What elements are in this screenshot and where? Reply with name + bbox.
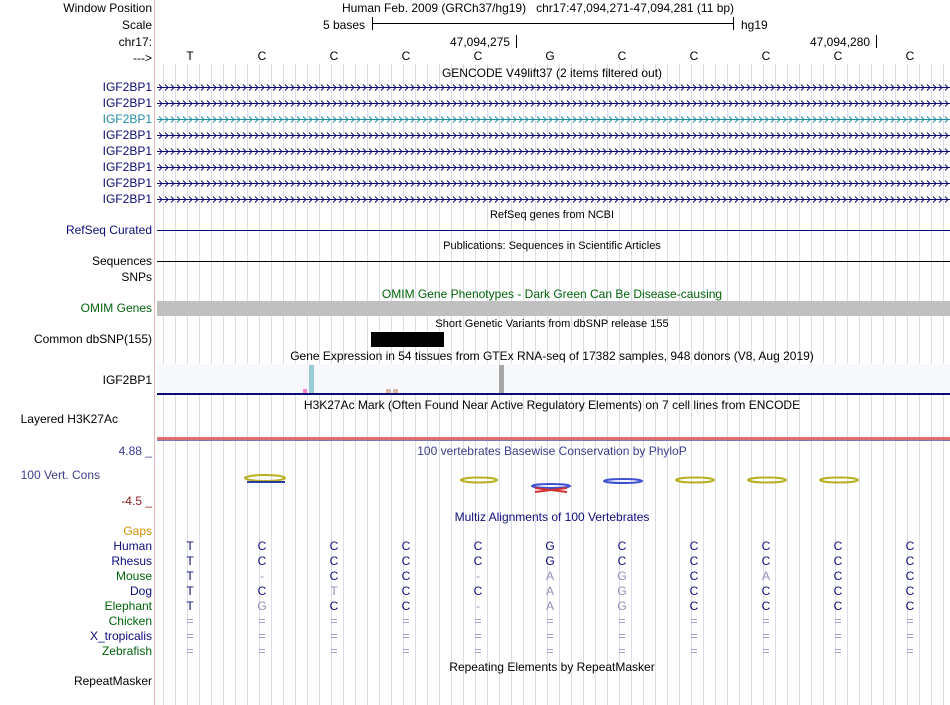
scale-bar-right-tick xyxy=(733,17,734,30)
alignment-base: - xyxy=(476,569,480,583)
gencode-track-label[interactable]: IGF2BP1 xyxy=(102,144,152,158)
multiz-track-title: Multiz Alignments of 100 Vertebrates xyxy=(454,510,650,524)
dbsnp-track-title: Short Genetic Variants from dbSNP release 155 xyxy=(435,318,669,330)
gencode-track-label[interactable]: IGF2BP1 xyxy=(102,128,152,142)
alignment-base: = xyxy=(834,614,842,628)
scale-text: 5 bases xyxy=(323,18,366,32)
alignment-base: = xyxy=(906,644,914,658)
publications-track-title: Publications: Sequences in Scientific Articles xyxy=(443,240,661,252)
repeatmasker-track-label[interactable]: RepeatMasker xyxy=(73,674,152,688)
gencode-track-label[interactable]: IGF2BP1 xyxy=(102,80,152,94)
alignment-base: C xyxy=(401,569,411,583)
base-letter: C xyxy=(905,49,915,63)
alignment-base: C xyxy=(257,554,267,568)
alignment-base: = xyxy=(690,644,698,658)
alignment-base: C xyxy=(833,569,843,583)
alignment-base: C xyxy=(257,584,267,598)
h3k27ac-track-title: H3K27Ac Mark (Often Found Near Active Regulatory Elements) on 7 cell lines from ENCODE xyxy=(303,398,801,412)
alignment-base: C xyxy=(905,554,915,568)
alignment-base: = xyxy=(186,629,194,643)
gencode-track-label[interactable]: IGF2BP1 xyxy=(102,96,152,110)
gencode-transcript[interactable] xyxy=(157,83,950,91)
base-letter: T xyxy=(186,49,194,63)
alignment-base: A xyxy=(545,599,555,613)
dbsnp-track-label[interactable]: Common dbSNP(155) xyxy=(33,332,152,346)
h3k27ac-track-label[interactable]: Layered H3K27Ac xyxy=(20,412,118,426)
base-letter: C xyxy=(833,49,843,63)
alignment-base: C xyxy=(329,599,339,613)
alignment-base: C xyxy=(401,554,411,568)
alignment-base: = xyxy=(402,629,410,643)
alignment-base: = xyxy=(546,629,554,643)
refseq-gene-line[interactable] xyxy=(157,230,950,231)
alignment-base: C xyxy=(257,539,267,553)
scale-db: hg19 xyxy=(741,18,768,32)
alignment-base: = xyxy=(618,614,626,628)
alignment-base: G xyxy=(617,569,627,583)
alignment-base: = xyxy=(402,644,410,658)
assembly-name: Human Feb. 2009 (GRCh37/hg19) xyxy=(342,1,527,15)
base-letter: C xyxy=(689,49,699,63)
gencode-transcript[interactable] xyxy=(157,99,950,107)
base-letter: C xyxy=(761,49,771,63)
conservation-logo xyxy=(604,479,642,483)
coordinate-label: 47,094,275 xyxy=(450,35,511,49)
alignment-base: C xyxy=(473,584,483,598)
alignment-base: = xyxy=(834,629,842,643)
refseq-track-label[interactable]: RefSeq Curated xyxy=(65,223,152,237)
alignment-base: G xyxy=(257,599,267,613)
alignment-base: T xyxy=(186,569,194,583)
species-label-zebrafish: Zebrafish xyxy=(101,644,152,658)
alignment-base: C xyxy=(617,554,627,568)
conservation-logo xyxy=(532,484,570,492)
species-label-xtropicalis: X_tropicalis xyxy=(89,629,152,643)
label-divider xyxy=(154,0,155,705)
alignment-base: C xyxy=(833,584,843,598)
alignment-base: = xyxy=(834,644,842,658)
alignment-base: C xyxy=(401,599,411,613)
scale-label: Scale xyxy=(121,18,152,32)
alignment-base: = xyxy=(186,644,194,658)
base-letter: G xyxy=(545,49,555,63)
alignment-base: = xyxy=(690,629,698,643)
phylop-min-label: -4.5 _ xyxy=(121,494,152,508)
alignment-base: T xyxy=(186,599,194,613)
alignment-base: C xyxy=(689,539,699,553)
alignment-base: C xyxy=(473,554,483,568)
alignment-base: T xyxy=(186,554,194,568)
alignment-base: = xyxy=(330,614,338,628)
gencode-transcript[interactable] xyxy=(157,163,950,171)
alignment-base: C xyxy=(833,554,843,568)
gencode-transcript[interactable] xyxy=(157,115,950,123)
assembly-title xyxy=(342,1,734,15)
alignment-base: = xyxy=(618,629,626,643)
alignment-base: = xyxy=(546,644,554,658)
alignment-base: = xyxy=(474,629,482,643)
phylop-track-title: 100 vertebrates Basewise Conservation by PhyloP xyxy=(417,444,687,458)
alignment-base: G xyxy=(545,539,555,553)
gencode-track-title: GENCODE V49lift37 (2 items filtered out) xyxy=(441,66,663,80)
alignment-base: = xyxy=(186,614,194,628)
gtex-plot-area[interactable] xyxy=(157,364,950,394)
alignment-base: = xyxy=(690,614,698,628)
alignment-base: = xyxy=(618,644,626,658)
alignment-base: C xyxy=(905,569,915,583)
alignment-base: = xyxy=(906,614,914,628)
gencode-transcript[interactable] xyxy=(157,131,950,139)
alignment-base: = xyxy=(762,644,770,658)
alignment-base: C xyxy=(401,539,411,553)
alignment-base: = xyxy=(906,629,914,643)
alignment-base: C xyxy=(905,599,915,613)
alignment-base: C xyxy=(689,599,699,613)
alignment-base: = xyxy=(330,644,338,658)
conservation-logo xyxy=(820,478,858,483)
conservation-logo xyxy=(461,478,497,483)
gtex-baseline xyxy=(157,393,950,395)
base-letter: C xyxy=(401,49,411,63)
snps-track-label[interactable]: SNPs xyxy=(121,270,152,284)
conservation-logo xyxy=(245,475,285,483)
alignment-base: C xyxy=(905,539,915,553)
alignment-base: = xyxy=(474,644,482,658)
alignment-base: C xyxy=(905,584,915,598)
gtex-tissue-bar[interactable] xyxy=(499,365,504,393)
alignment-base: C xyxy=(473,539,483,553)
alignment-base: C xyxy=(761,554,771,568)
alignment-base: C xyxy=(761,584,771,598)
gtex-track-label[interactable]: IGF2BP1 xyxy=(102,373,152,387)
alignment-base: C xyxy=(689,554,699,568)
alignment-base: C xyxy=(617,539,627,553)
alignment-base: A xyxy=(761,569,771,583)
gencode-track-label[interactable]: IGF2BP1 xyxy=(102,112,152,126)
chrom-label: chr17: xyxy=(118,35,152,49)
alignment-base: T xyxy=(186,584,194,598)
species-label-human: Human xyxy=(113,539,152,553)
alignment-base: = xyxy=(546,614,554,628)
strand-label: ---> xyxy=(133,51,152,65)
coordinate-label: 47,094,280 xyxy=(810,35,871,49)
alignment-base: C xyxy=(401,584,411,598)
omim-gene-bar[interactable] xyxy=(157,301,950,316)
h3k27ac-baseline xyxy=(157,440,950,441)
omim-track-title: OMIM Gene Phenotypes - Dark Green Can Be Disease-causing xyxy=(381,287,723,301)
alignment-base: = xyxy=(474,614,482,628)
track-area[interactable] xyxy=(157,0,950,705)
base-letter: C xyxy=(257,49,267,63)
alignment-base: C xyxy=(329,569,339,583)
conservation-logo xyxy=(748,478,786,483)
alignment-base: - xyxy=(260,569,264,583)
refseq-track-title: RefSeq genes from NCBI xyxy=(489,209,615,221)
alignment-base: C xyxy=(833,539,843,553)
dbsnp-variant[interactable] xyxy=(371,332,444,347)
species-label-rhesus: Rhesus xyxy=(111,554,152,568)
position-readout: chr17:47,094,271-47,094,281 (11 bp) xyxy=(536,1,735,15)
track-label-column xyxy=(0,0,155,705)
alignment-base: A xyxy=(545,584,555,598)
omim-track-label[interactable]: OMIM Genes xyxy=(80,301,152,315)
alignment-base: = xyxy=(402,614,410,628)
alignment-base: - xyxy=(476,599,480,613)
alignment-base: A xyxy=(545,569,555,583)
conservation-track-label[interactable]: 100 Vert. Cons xyxy=(20,468,100,482)
coordinate-tick xyxy=(876,35,877,48)
alignment-base: C xyxy=(689,584,699,598)
alignment-base: = xyxy=(762,629,770,643)
alignment-base: = xyxy=(258,614,266,628)
base-letter: C xyxy=(617,49,627,63)
base-letter: C xyxy=(329,49,339,63)
alignment-base: C xyxy=(329,554,339,568)
alignment-base: G xyxy=(545,554,555,568)
alignment-base: G xyxy=(617,584,627,598)
alignment-base: C xyxy=(833,599,843,613)
alignment-base: G xyxy=(617,599,627,613)
publications-line[interactable] xyxy=(157,261,950,262)
species-label-mouse: Mouse xyxy=(115,569,152,583)
gencode-track-label[interactable]: IGF2BP1 xyxy=(102,176,152,190)
base-letter: C xyxy=(473,49,483,63)
repeatmasker-track-title: Repeating Elements by RepeatMasker xyxy=(449,660,655,674)
scale-bar xyxy=(372,23,733,24)
alignment-base: = xyxy=(258,629,266,643)
gencode-transcript[interactable] xyxy=(157,179,950,187)
alignment-base: C xyxy=(329,539,339,553)
alignment-base: C xyxy=(761,539,771,553)
alignment-base: = xyxy=(762,614,770,628)
gencode-transcript[interactable] xyxy=(157,195,950,203)
alignment-base: = xyxy=(330,629,338,643)
conservation-logo xyxy=(676,478,714,483)
gencode-transcript[interactable] xyxy=(157,147,950,155)
gtex-track-title: Gene Expression in 54 tissues from GTEx RNA-seq of 17382 samples, 948 donors (V8, Aug 2019) xyxy=(290,349,814,363)
phylop-max-label: 4.88 _ xyxy=(118,444,152,458)
gencode-track-label[interactable]: IGF2BP1 xyxy=(102,192,152,206)
gtex-tissue-bar[interactable] xyxy=(309,365,314,393)
species-label-dog: Dog xyxy=(129,584,152,598)
window-position-label: Window Position xyxy=(63,1,152,15)
species-label-chicken: Chicken xyxy=(108,614,152,628)
species-label-elephant: Elephant xyxy=(104,599,152,613)
alignment-base: T xyxy=(330,584,338,598)
gaps-label: Gaps xyxy=(123,524,152,538)
alignment-base: C xyxy=(761,599,771,613)
conservation-logos[interactable] xyxy=(157,466,950,496)
alignment-base: = xyxy=(258,644,266,658)
gencode-track-label[interactable]: IGF2BP1 xyxy=(102,160,152,174)
coordinate-tick xyxy=(516,35,517,48)
alignment-base: C xyxy=(689,569,699,583)
alignment-base: T xyxy=(186,539,194,553)
sequences-track-label[interactable]: Sequences xyxy=(91,254,152,268)
